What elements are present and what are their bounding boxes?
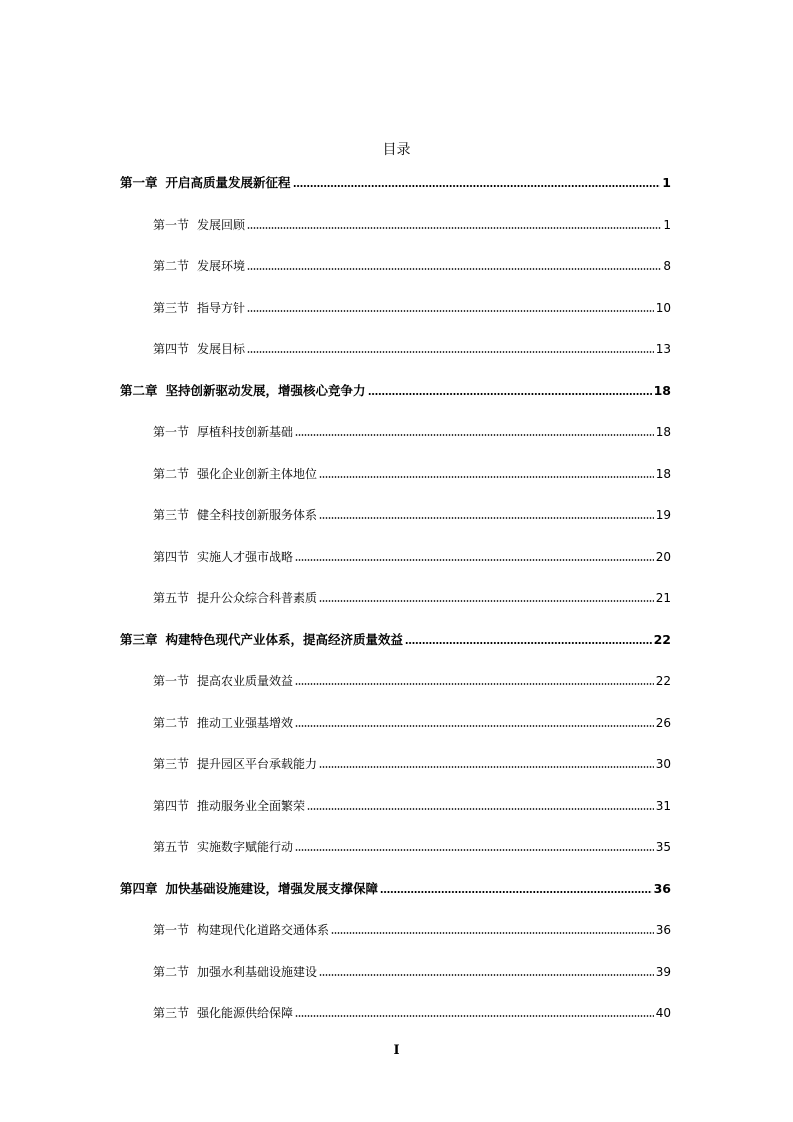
toc-entry-label bbox=[120, 383, 366, 399]
toc-entry-title: 发展回顾 bbox=[197, 217, 246, 232]
toc-entry-number: 第三节 bbox=[153, 300, 190, 315]
toc-section-entry[interactable] bbox=[153, 752, 671, 772]
toc-entry-number: 第五节 bbox=[153, 840, 190, 854]
toc-entry-number: 第四章 bbox=[120, 880, 158, 896]
toc-entry-page: 13 bbox=[655, 342, 671, 356]
toc-entry-title: 指导方针 bbox=[197, 300, 246, 315]
toc-entry-page: 40 bbox=[655, 1006, 671, 1020]
toc-chapter-entry[interactable] bbox=[120, 628, 671, 648]
page-number: I bbox=[393, 1043, 400, 1058]
toc-section-entry[interactable] bbox=[153, 1001, 671, 1021]
toc-entry-title: 发展目标 bbox=[197, 342, 246, 356]
toc-section-entry[interactable] bbox=[153, 545, 671, 565]
toc-dot-leader bbox=[319, 600, 654, 602]
toc-entry-page: 22 bbox=[655, 674, 671, 688]
toc-entry-title: 坚持创新驱动发展，增强核心竞争力 bbox=[165, 382, 366, 398]
toc-entry-title: 强化企业创新主体地位 bbox=[197, 466, 318, 481]
toc-dot-leader bbox=[295, 683, 654, 685]
toc-entry-number: 第四节 bbox=[153, 798, 190, 813]
toc-dot-leader bbox=[319, 766, 654, 768]
toc-entry-title: 发展环境 bbox=[197, 259, 246, 273]
toc-entry-label bbox=[153, 300, 245, 316]
toc-entry-number: 第三节 bbox=[153, 508, 190, 522]
toc-section-entry[interactable] bbox=[153, 960, 671, 980]
toc-entry-number: 第三章 bbox=[120, 631, 158, 647]
toc-entry-label bbox=[120, 881, 378, 897]
toc-entry-page: 18 bbox=[655, 425, 671, 439]
toc-entry-number: 第五节 bbox=[153, 591, 190, 605]
toc-dot-leader bbox=[405, 642, 652, 644]
toc-entry-page: 36 bbox=[655, 923, 671, 937]
toc-entry-page: 30 bbox=[655, 757, 671, 771]
toc-entry-page: 22 bbox=[653, 631, 671, 647]
toc-dot-leader bbox=[319, 517, 654, 519]
toc-entry-label bbox=[153, 673, 293, 689]
toc-entry-page: 10 bbox=[655, 300, 671, 315]
toc-dot-leader bbox=[380, 891, 652, 893]
toc-dot-leader bbox=[331, 932, 654, 934]
toc-entry-label bbox=[120, 175, 291, 191]
toc-entry-number: 第三节 bbox=[153, 757, 190, 771]
toc-section-entry[interactable] bbox=[153, 420, 671, 440]
toc-dot-leader bbox=[307, 808, 654, 810]
toc-entry-page: 19 bbox=[655, 508, 671, 522]
toc-entry-page: 21 bbox=[655, 591, 671, 605]
toc-dot-leader bbox=[319, 476, 654, 478]
toc-entry-page: 20 bbox=[655, 549, 671, 564]
toc-entry-label bbox=[153, 756, 317, 772]
toc-section-entry[interactable] bbox=[153, 835, 671, 855]
toc-entry-title: 加快基础设施建设，增强发展支撑保障 bbox=[165, 880, 379, 896]
toc-section-entry[interactable] bbox=[153, 794, 671, 814]
toc-section-entry[interactable] bbox=[153, 462, 671, 482]
toc-entry-page: 26 bbox=[655, 715, 671, 730]
toc-entry-title: 提升园区平台承载能力 bbox=[197, 757, 318, 771]
toc-section-entry[interactable] bbox=[153, 586, 671, 606]
toc-dot-leader bbox=[247, 351, 654, 353]
toc-section-entry[interactable] bbox=[153, 213, 671, 233]
toc-entry-label bbox=[153, 839, 293, 855]
toc-entry-label bbox=[153, 922, 329, 938]
toc-chapter-entry[interactable] bbox=[120, 379, 671, 399]
toc-section-entry[interactable] bbox=[153, 918, 671, 938]
toc-dot-leader bbox=[295, 1015, 654, 1017]
toc-dot-leader bbox=[247, 268, 661, 270]
toc-dot-leader bbox=[293, 185, 661, 187]
page-title: 目录 bbox=[382, 142, 411, 158]
toc-entry-page: 18 bbox=[653, 382, 671, 398]
toc-entry-title: 开启高质量发展新征程 bbox=[165, 175, 291, 190]
toc-entry-title: 强化能源供给保障 bbox=[197, 1006, 294, 1020]
toc-section-entry[interactable] bbox=[153, 254, 671, 274]
toc-entry-page: 36 bbox=[653, 880, 671, 896]
toc-dot-leader bbox=[295, 849, 654, 851]
toc-entry-page: 1 bbox=[662, 175, 671, 190]
toc-chapter-entry[interactable] bbox=[120, 877, 671, 897]
toc-entry-label bbox=[153, 549, 293, 565]
toc-entry-number: 第二节 bbox=[153, 715, 190, 730]
toc-entry-number: 第一节 bbox=[153, 217, 190, 232]
toc-dot-leader bbox=[247, 310, 654, 312]
toc-entry-label bbox=[153, 507, 317, 523]
toc-entry-title: 实施数字赋能行动 bbox=[197, 840, 294, 854]
toc-entry-label bbox=[153, 258, 245, 274]
toc-entry-number: 第四节 bbox=[153, 342, 190, 356]
toc-entry-title: 厚植科技创新基础 bbox=[197, 425, 294, 439]
toc-entry-label bbox=[153, 1005, 293, 1021]
toc-entry-label bbox=[153, 798, 305, 814]
toc-entry-page: 35 bbox=[655, 840, 671, 854]
toc-dot-leader bbox=[295, 434, 654, 436]
toc-entry-number: 第一节 bbox=[153, 425, 190, 439]
toc-dot-leader bbox=[295, 559, 654, 561]
toc-entry-title: 推动工业强基增效 bbox=[197, 715, 294, 730]
toc-entry-label bbox=[153, 964, 317, 980]
toc-entry-number: 第二节 bbox=[153, 964, 190, 979]
toc-entry-number: 第二节 bbox=[153, 259, 190, 273]
toc-entry-page: 31 bbox=[655, 798, 671, 813]
toc-entry-label bbox=[153, 341, 245, 357]
toc-entry-number: 第一章 bbox=[120, 175, 158, 190]
toc-entry-label bbox=[153, 466, 317, 482]
toc-entry-page: 1 bbox=[663, 217, 671, 232]
toc-entry-title: 构建现代化道路交通体系 bbox=[197, 923, 330, 937]
toc-chapter-entry[interactable] bbox=[120, 171, 671, 191]
toc-entry-title: 构建特色现代产业体系，提高经济质量效益 bbox=[165, 631, 404, 647]
toc-section-entry[interactable] bbox=[153, 337, 671, 357]
toc-entry-number: 第四节 bbox=[153, 549, 190, 564]
toc-section-entry[interactable] bbox=[153, 669, 671, 689]
toc-section-entry[interactable] bbox=[153, 503, 671, 523]
toc-entry-number: 第一节 bbox=[153, 674, 190, 688]
toc-entry-number: 第二节 bbox=[153, 466, 190, 481]
toc-entry-title: 推动服务业全面繁荣 bbox=[197, 798, 306, 813]
toc-entry-page: 39 bbox=[655, 964, 671, 979]
toc-entry-title: 实施人才强市战略 bbox=[197, 549, 294, 564]
toc-section-entry[interactable] bbox=[153, 296, 671, 316]
toc-dot-leader bbox=[319, 974, 654, 976]
toc-dot-leader bbox=[247, 227, 661, 229]
toc-dot-leader bbox=[295, 725, 654, 727]
toc-entry-label bbox=[153, 424, 293, 440]
toc-dot-leader bbox=[368, 393, 652, 395]
toc-entry-title: 提高农业质量效益 bbox=[197, 674, 294, 688]
toc-entry-number: 第二章 bbox=[120, 382, 158, 398]
toc-entry-page: 8 bbox=[663, 259, 671, 273]
toc-entry-label bbox=[153, 715, 293, 731]
toc-entry-number: 第三节 bbox=[153, 1006, 190, 1020]
toc-entry-number: 第一节 bbox=[153, 923, 190, 937]
toc-entry-title: 提升公众综合科普素质 bbox=[197, 591, 318, 605]
toc-section-entry[interactable] bbox=[153, 711, 671, 731]
toc-entry-label bbox=[120, 632, 403, 648]
toc-entry-title: 健全科技创新服务体系 bbox=[197, 508, 318, 522]
toc-entry-label bbox=[153, 217, 245, 233]
toc-entry-label bbox=[153, 590, 317, 606]
toc-entry-title: 加强水利基础设施建设 bbox=[197, 964, 318, 979]
toc-entry-page: 18 bbox=[655, 466, 671, 481]
